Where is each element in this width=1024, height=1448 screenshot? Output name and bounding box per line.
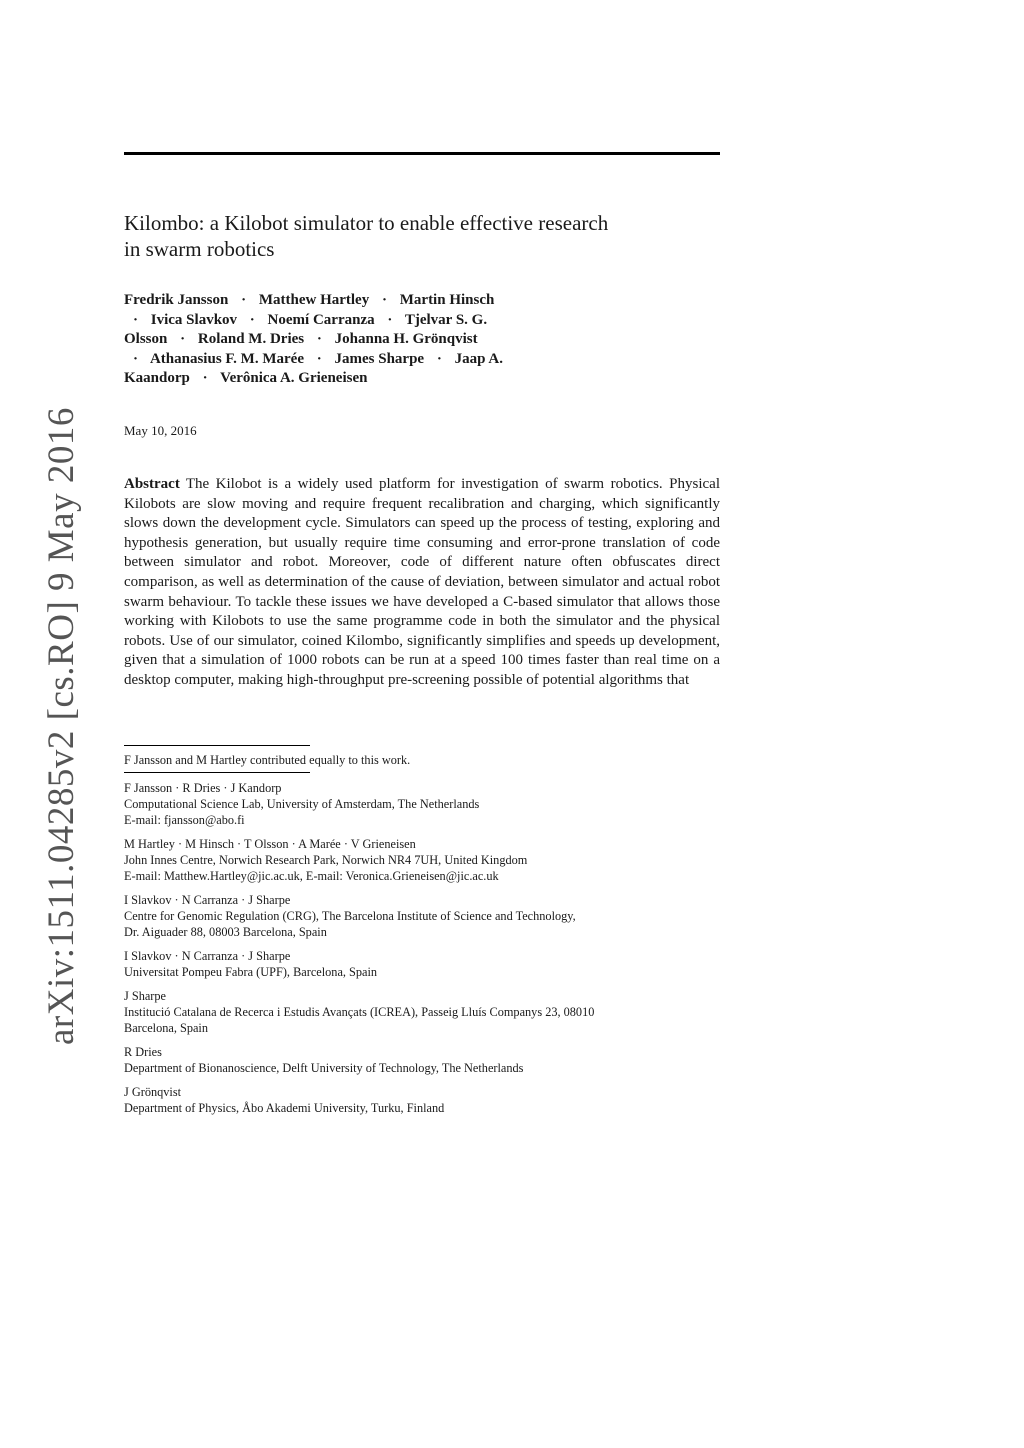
affiliation-line: E-mail: fjansson@abo.fi: [124, 813, 245, 827]
author-separator: ·: [180, 331, 186, 348]
affiliation-block: [124, 836, 724, 884]
arxiv-identifier[interactable]: arXiv:1511.04285v2 [cs.RO] 9 May 2016: [41, 407, 82, 1045]
abstract-label: Abstract: [124, 476, 180, 492]
author-separator: ·: [436, 350, 442, 367]
paper-title: [124, 210, 724, 262]
title-line-2: in swarm robotics: [124, 237, 275, 261]
author-name: Jaap A. Kaandorp: [124, 350, 503, 387]
affiliation-names: R Dries: [124, 1045, 162, 1059]
affiliation-block: [124, 780, 724, 828]
author-name: Noemí Carranza: [267, 311, 375, 328]
abstract: [124, 475, 720, 691]
affiliation-line: Universitat Pompeu Fabra (UPF), Barcelona, Spain: [124, 965, 378, 979]
author-name: Athanasius F. M. Marée: [149, 350, 304, 367]
author-list: [124, 291, 504, 389]
author-name: James Sharpe: [334, 350, 425, 367]
author-name: Tjelvar S. G. Olsson: [124, 311, 488, 348]
author-name: Matthew Hartley: [258, 292, 370, 308]
header-rule: [124, 152, 720, 155]
affiliation-line: Computational Science Lab, University of Amsterdam, The Netherlands: [124, 797, 480, 811]
author-name: Johanna H. Grönqvist: [334, 331, 478, 348]
affiliation-block: [124, 1044, 724, 1076]
affiliation-names: J Sharpe: [124, 989, 167, 1003]
footnote-equal-contribution: F Jansson and M Hartley contributed equally to this work.: [124, 753, 411, 767]
affiliation-list: [124, 780, 724, 1124]
author-name: Fredrik Jansson: [124, 292, 229, 308]
author-separator: ·: [316, 331, 322, 348]
footnote-rule: [124, 745, 310, 746]
affiliation-block: [124, 892, 724, 940]
author-separator: ·: [133, 350, 139, 367]
author-name: Roland M. Dries: [197, 331, 305, 348]
affiliation-names: F Jansson · R Dries · J Kandorp: [124, 781, 282, 795]
affiliation-names: I Slavkov · N Carranza · J Sharpe: [124, 893, 291, 907]
author-separator: ·: [249, 311, 255, 328]
affiliation-rule: [124, 772, 310, 773]
publication-date: May 10, 2016: [124, 423, 197, 438]
author-separator: ·: [381, 292, 387, 308]
affiliation-block: [124, 1084, 724, 1116]
affiliation-names: I Slavkov · N Carranza · J Sharpe: [124, 949, 291, 963]
author-name: Verônica A. Grieneisen: [220, 370, 368, 387]
author-name: Martin Hinsch: [399, 292, 495, 308]
affiliation-line: E-mail: Matthew.Hartley@jic.ac.uk, E-mail: Veronica.Grieneisen@jic.ac.uk: [124, 869, 499, 883]
author-separator: ·: [202, 370, 208, 387]
affiliation-line: Centre for Genomic Regulation (CRG), The Barcelona Institute of Science and Technology,: [124, 909, 576, 923]
affiliation-names: J Grönqvist: [124, 1085, 182, 1099]
abstract-text: The Kilobot is a widely used platform for investigation of swarm robotics. Physical Kilobots are slow moving and require frequent recalibration and charging, which significantly slows down the development cycle. Simulators can speed up the process of testing, exploring and hypothesis generation, but usually require time consuming and error-prone translation of code between simulator and robot. Moreover, code of different nature often obfuscates direct comparison, as well as determination of the cause of deviation, between simulator and actual robot swarm behaviour. To tackle these issues we have developed a C-based simulator that allows those working with Kilobots to use the same programme code in both the simulator and the physical robots. Use of our simulator, coined Kilombo, significantly simplifies and speeds up development, given that a simulation of 1000 robots can be run at a speed 100 times faster than real time on a desktop computer, making high-throughput pre-screening possible of potential algorithms that: [124, 476, 720, 688]
affiliation-names: M Hartley · M Hinsch · T Olsson · A Marée · V Grieneisen: [124, 837, 416, 851]
author-separator: ·: [241, 292, 247, 308]
author-name: Ivica Slavkov: [150, 311, 238, 328]
title-line-1: Kilombo: a Kilobot simulator to enable effective research: [124, 211, 609, 235]
author-separator: ·: [133, 311, 139, 328]
affiliation-block: [124, 948, 724, 980]
author-separator: ·: [316, 350, 322, 367]
affiliation-line: John Innes Centre, Norwich Research Park, Norwich NR4 7UH, United Kingdom: [124, 853, 528, 867]
affiliation-line: Dr. Aiguader 88, 08003 Barcelona, Spain: [124, 925, 327, 939]
affiliation-line: Department of Physics, Åbo Akademi University, Turku, Finland: [124, 1101, 445, 1115]
affiliation-line: Barcelona, Spain: [124, 1021, 209, 1035]
affiliation-line: Institució Catalana de Recerca i Estudis Avançats (ICREA), Passeig Lluís Companys 23, 08010: [124, 1005, 595, 1019]
author-separator: ·: [387, 311, 393, 328]
affiliation-line: Department of Bionanoscience, Delft University of Technology, The Netherlands: [124, 1061, 524, 1075]
affiliation-block: [124, 988, 724, 1036]
